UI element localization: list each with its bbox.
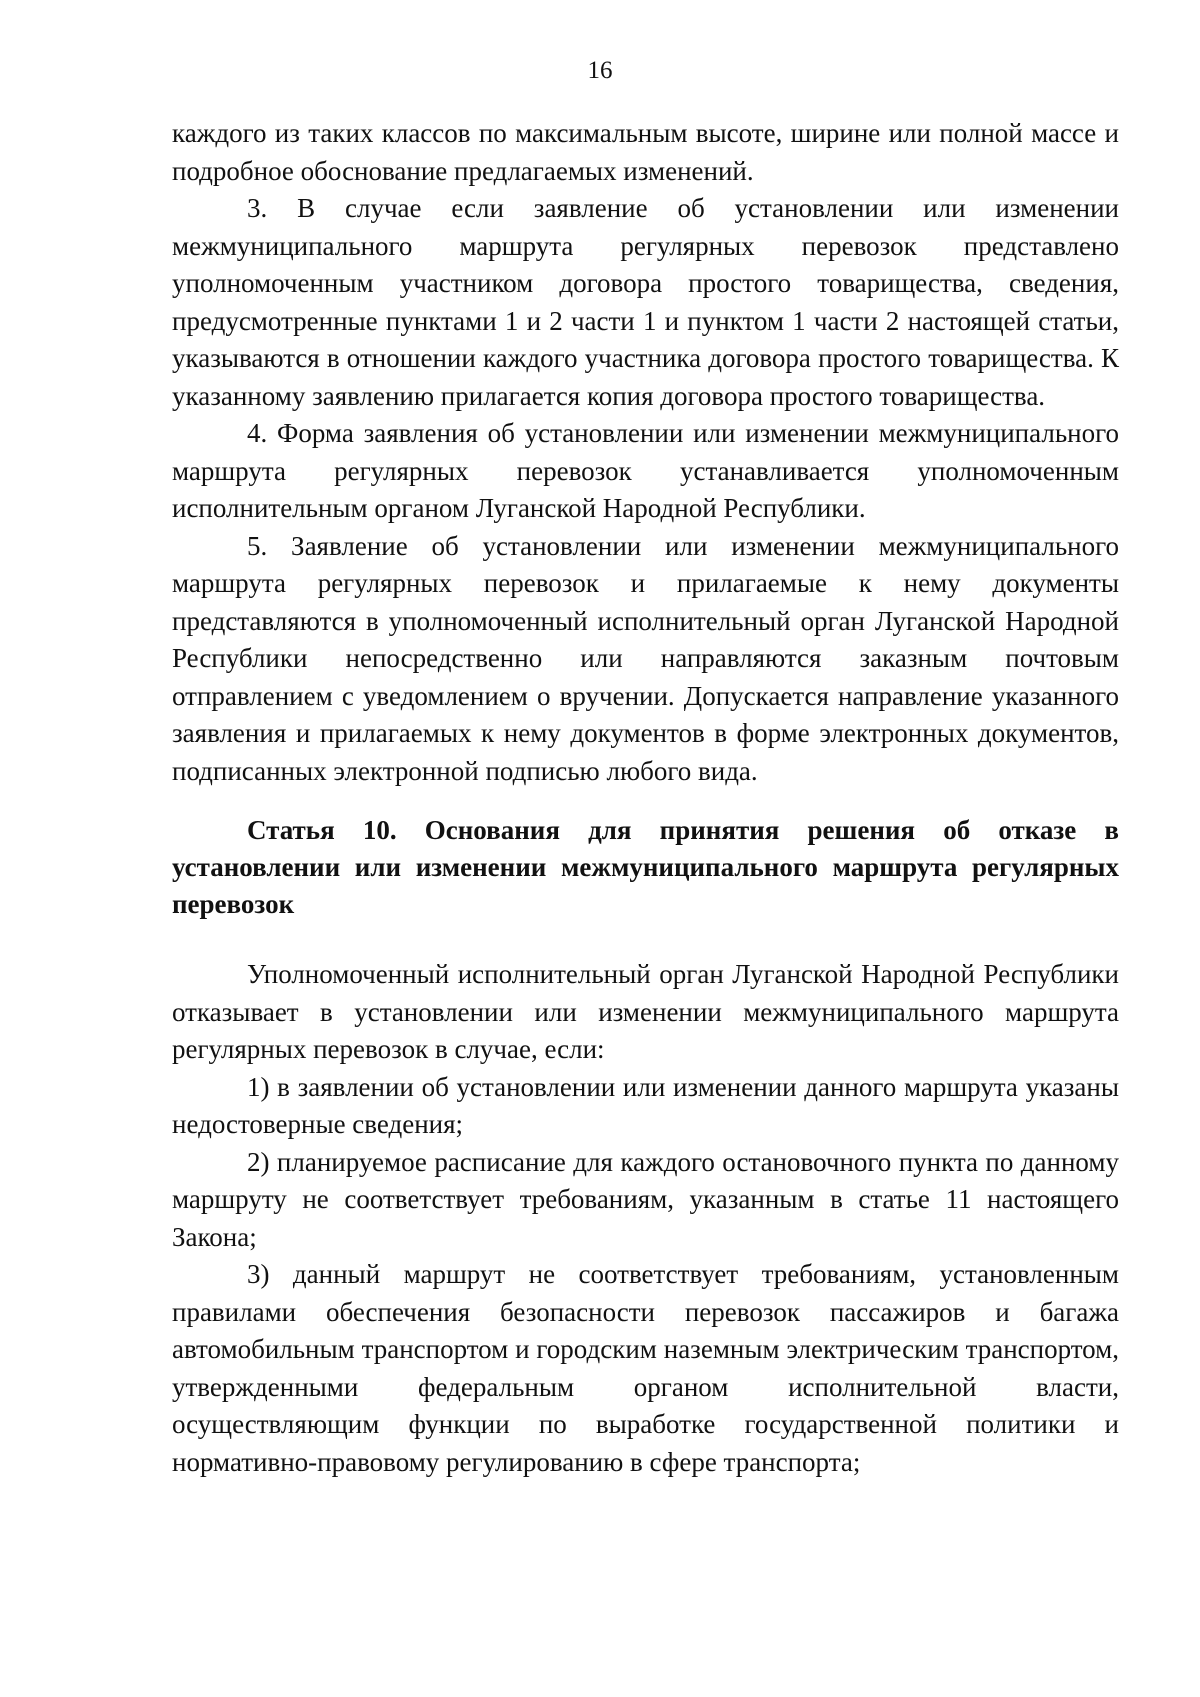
- page-number: 16: [587, 57, 613, 84]
- article-10-item-2: 2) планируемое расписание для каждого остановочного пункта по данному маршруту не соответствует требованиям, указанным в статье 11 настоящего Закона;: [172, 1146, 1119, 1252]
- paragraph-part-3: 3. В случае если заявление об установлении или изменении межмуниципального маршрута регулярных перевозок представлено уполномоченным участником договора простого товарищества, сведения, предусмотренные пунктами 1 и 2 части 1 и пунктом 1 части 2 настоящей статьи, указываются в отношении каждого участника договора простого товарищества. К указанному заявлению прилагается копия договора простого товарищества.: [172, 193, 1119, 411]
- paragraph-part-4: 4. Форма заявления об установлении или изменении межмуниципального маршрута регулярных перевозок устанавливается уполномоченным исполнительным органом Луганской Народной Республики.: [172, 418, 1119, 523]
- article-10-heading: Статья 10. Основания для принятия решения об отказе в установлении или изменении межмуниципального маршрута регулярных перевозок: [172, 815, 1119, 919]
- article-10-item-1: 1) в заявлении об установлении или изменении данного маршрута указаны недостоверные сведения;: [172, 1071, 1119, 1139]
- paragraph-part-5: 5. Заявление об установлении или изменении межмуниципального маршрута регулярных перевозок и прилагаемые к нему документы представляются в уполномоченный исполнительный орган Луганской Народной Республики непосредственно или направляются заказным почтовым отправлением с уведомлением о вручении. Допускается направление указанного заявления и прилагаемых к нему документов в форме электронных документов, подписанных электронной подписью любого вида.: [172, 530, 1119, 786]
- document-body: [172, 115, 1119, 1481]
- paragraph-continuation: каждого из таких классов по максимальным высоте, ширине или полной массе и подробное обоснование предлагаемых изменений.: [172, 118, 1119, 186]
- article-10-item-3: 3) данный маршрут не соответствует требованиям, установленным правилами обеспечения безопасности перевозок пассажиров и багажа автомобильным транспортом и городским наземным электрическим транспортом, утвержденными федеральным органом исполнительной власти, осуществляющим функции по выработке государственной политики и нормативно-правовому регулированию в сфере транспорта;: [172, 1259, 1119, 1477]
- article-10-intro: Уполномоченный исполнительный орган Луганской Народной Республики отказывает в установлении или изменении межмуниципального маршрута регулярных перевозок в случае, если:: [172, 959, 1119, 1064]
